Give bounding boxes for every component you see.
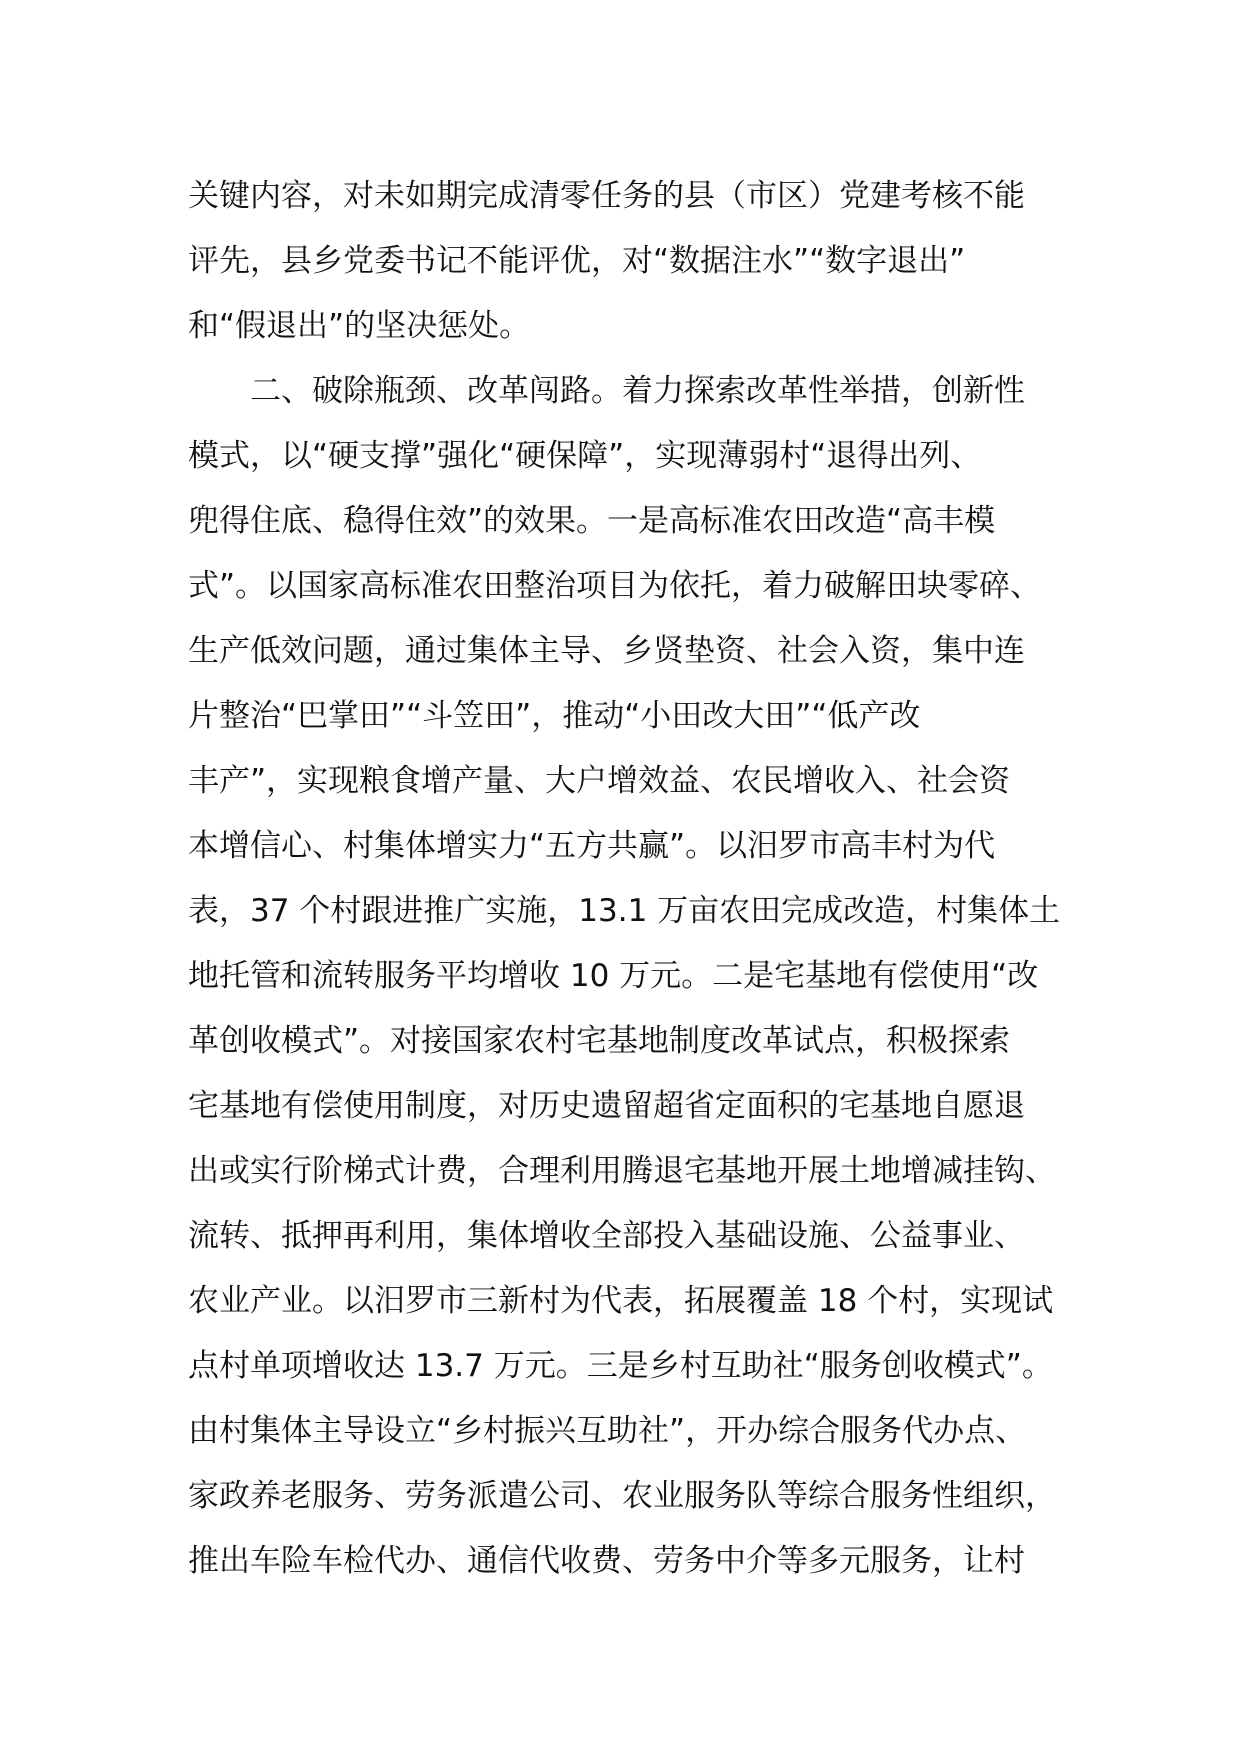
body-text: [188, 164, 1088, 1594]
text-line: 流转、抵押再利用，集体增收全部投入基础设施、公益事业、: [188, 1218, 1025, 1254]
text-line: 兜得住底、稳得住效”的效果。一是高标准农田改造“高丰模: [188, 503, 996, 539]
text-line: 式”。以国家高标准农田整治项目为依托，着力破解田块零碎、: [188, 568, 1042, 604]
text-line: 生产低效问题，通过集体主导、乡贤垫资、社会入资，集中连: [188, 633, 1025, 669]
text-line: 农业产业。以汨罗市三新村为代表，拓展覆盖 18 个村，实现试: [188, 1283, 1054, 1319]
text-line: 地托管和流转服务平均增收 10 万元。二是宅基地有偿使用“改: [188, 958, 1039, 994]
text-line: 和“假退出”的坚决惩处。: [188, 308, 531, 344]
text-line: 革创收模式”。对接国家农村宅基地制度改革试点，积极探索: [188, 1023, 1011, 1059]
text-line: 宅基地有偿使用制度，对历史遗留超省定面积的宅基地自愿退: [188, 1088, 1025, 1124]
section-heading-line: 二、破除瓶颈、改革闯路。着力探索改革性举措，创新性: [250, 373, 1025, 409]
text-line: 丰产”，实现粮食增产量、大户增效益、农民增收入、社会资: [188, 763, 1011, 799]
text-line: 评先，县乡党委书记不能评优，对“数据注水”“数字退出”: [188, 243, 966, 279]
text-line: 推出车险车检代办、通信代收费、劳务中介等多元服务，让村: [188, 1543, 1025, 1579]
text-line: 模式，以“硬支撑”强化“硬保障”，实现薄弱村“退得出列、: [188, 438, 982, 474]
text-line: 片整治“巴掌田”“斗笠田”，推动“小田改大田”“低产改: [188, 698, 921, 734]
text-line: 表，37 个村跟进推广实施，13.1 万亩农田完成改造，村集体土: [188, 893, 1061, 929]
text-line: 关键内容，对未如期完成清零任务的县（市区）党建考核不能: [188, 178, 1025, 214]
text-line: 本增信心、村集体增实力“五方共赢”。以汨罗市高丰村为代: [188, 828, 996, 864]
text-line: 由村集体主导设立“乡村振兴互助社”，开办综合服务代办点、: [188, 1413, 1027, 1449]
text-line: 点村单项增收达 13.7 万元。三是乡村互助社“服务创收模式”。: [188, 1348, 1053, 1384]
text-line: 家政养老服务、劳务派遣公司、农业服务队等综合服务性组织，: [188, 1478, 1056, 1514]
text-line: 出或实行阶梯式计费，合理利用腾退宅基地开展土地增减挂钩、: [188, 1153, 1056, 1189]
